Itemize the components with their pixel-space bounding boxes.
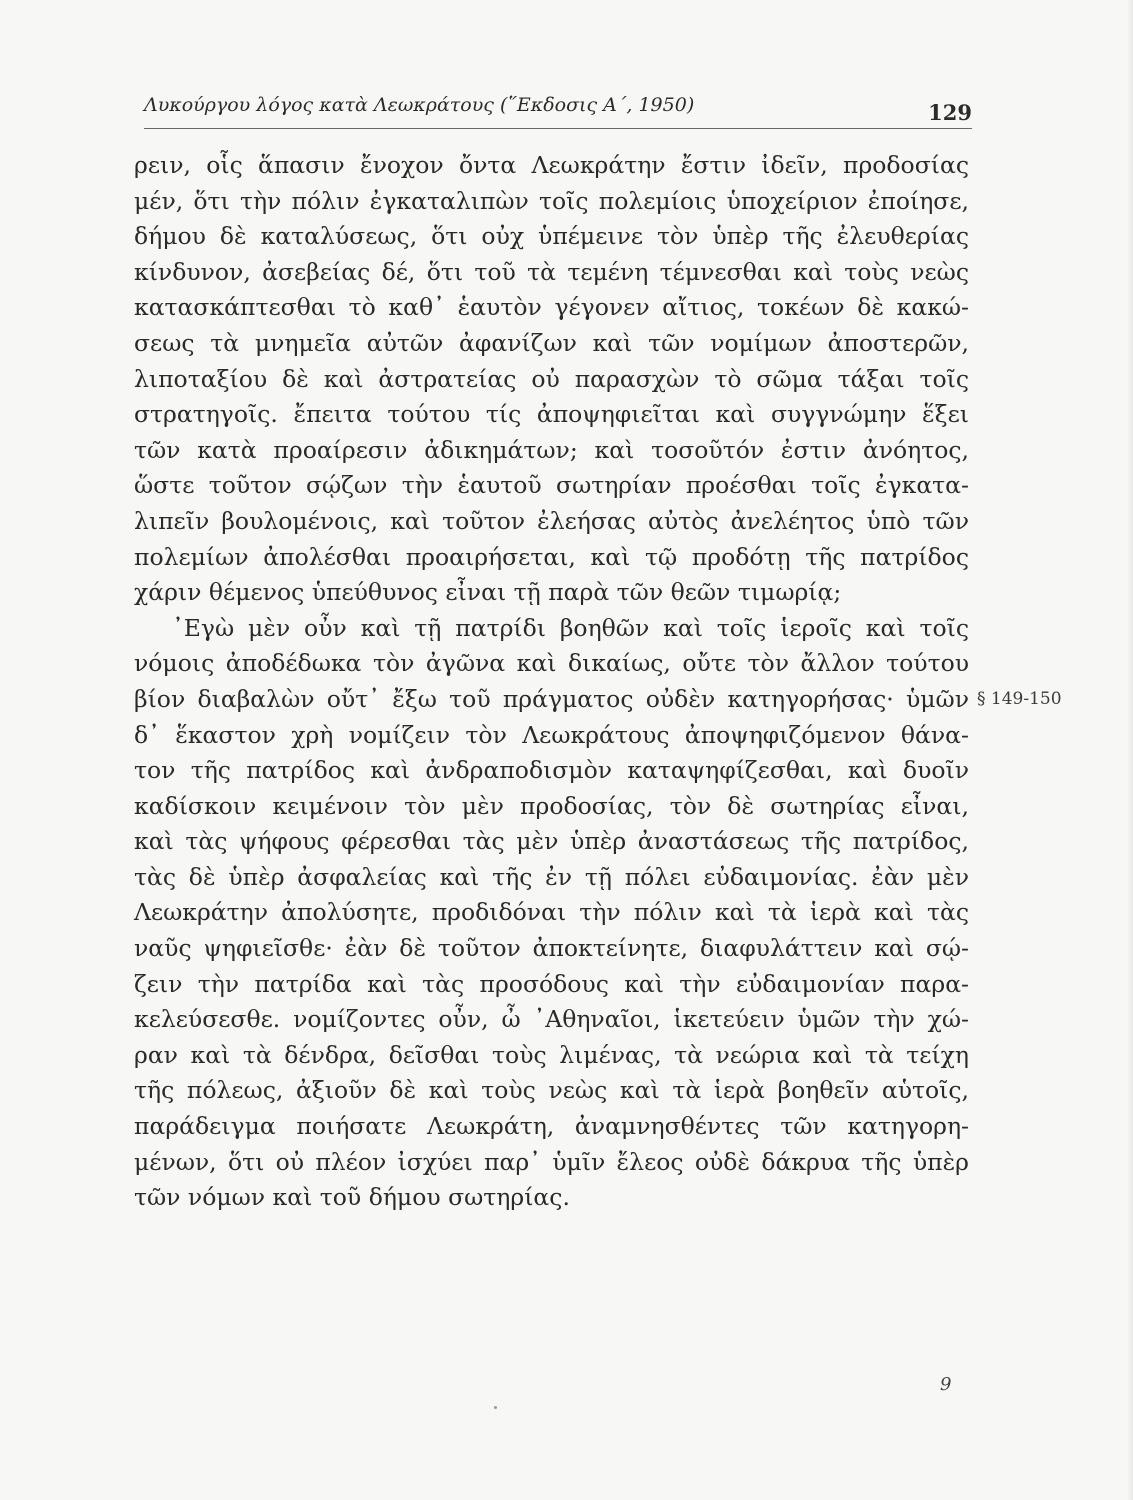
body-text: [134, 148, 969, 1216]
text-line: χάριν θέμενος ὑπεύθυνος εἶναι τῇ παρὰ τῶν θεῶν τιμωρίᾳ;: [134, 578, 842, 607]
text-line: καὶ τὰς ψήφους φέρεσθαι τὰς μὲν ὑπὲρ ἀναστάσεως τῆς πατρίδος,: [134, 827, 969, 856]
text-line: δ᾽ ἕκαστον χρὴ νομίζειν τὸν Λεωκράτους ἀποψηφιζόμενον θάνα-: [134, 720, 969, 749]
text-line: τὰς δὲ ὑπὲρ ἀσφαλείας καὶ τῆς ἐν τῇ πόλει εὐδαιμονίας. ἐὰν μὲν: [134, 862, 969, 891]
text-line: ραν καὶ τὰ δένδρα, δεῖσθαι τοὺς λιμένας, τὰ νεώρια καὶ τὰ τείχη: [134, 1040, 969, 1069]
header-rule: [144, 128, 972, 129]
text-line: τῶν κατὰ προαίρεσιν ἀδικημάτων; καὶ τοσοῦτόν ἐστιν ἀνόητος,: [134, 435, 969, 464]
text-line: βίον διαβαλὼν οὔτ᾽ ἔξω τοῦ πράγματος οὐδὲν κατηγορήσας· ὑμῶν: [134, 684, 969, 713]
text-line: μένων, ὅτι οὐ πλέον ἰσχύει παρ᾽ ὑμῖν ἔλεος οὐδὲ δάκρυα τῆς ὑπὲρ: [134, 1147, 969, 1176]
page-number: 129: [928, 100, 972, 125]
text-line: στρατηγοῖς. ἔπειτα τούτου τίς ἀποψηφιεῖται καὶ συγγνώμην ἕξει: [134, 400, 969, 429]
text-line: νόμοις ἀποδέδωκα τὸν ἀγῶνα καὶ δικαίως, οὔτε τὸν ἄλλον τούτου: [134, 649, 969, 678]
text-line: ναῦς ψηφιεῖσθε· ἐὰν δὲ τοῦτον ἀποκτείνητε, διαφυλάττειν καὶ σῴ-: [134, 934, 969, 963]
text-line: τῆς πόλεως, ἀξιοῦν δὲ καὶ τοὺς νεὼς καὶ τὰ ἱερὰ βοηθεῖν αὑτοῖς,: [134, 1076, 969, 1105]
text-line: λιπεῖν βουλομένοις, καὶ τοῦτον ἐλεήσας αὐτὸς ἀνελέητος ὑπὸ τῶν: [134, 506, 969, 535]
text-line: λιποταξίου δὲ καὶ ἀστρατείας οὐ παρασχὼν τὸ σῶμα τάξαι τοῖς: [134, 364, 969, 393]
text-line: μέν, ὅτι τὴν πόλιν ἐγκαταλιπὼν τοῖς πολεμίοις ὑποχείριον ἐποίησε,: [134, 186, 969, 215]
text-line: πολεμίων ἀπολέσθαι προαιρήσεται, καὶ τῷ προδότῃ τῆς πατρίδος: [134, 542, 969, 571]
text-line: καδίσκοιν κειμένοιν τὸν μὲν προδοσίας, τὸν δὲ σωτηρίας εἶναι,: [134, 791, 969, 820]
text-line: σεως τὰ μνημεῖα αὐτῶν ἀφανίζων καὶ τῶν νομίμων ἀποστερῶν,: [134, 328, 969, 357]
page-header: [144, 86, 972, 126]
signature-mark: 9: [940, 1374, 952, 1395]
text-line: κατασκάπτεσθαι τὸ καθ᾽ ἑαυτὸν γέγονεν αἴτιος, τοκέων δὲ κακώ-: [134, 293, 969, 322]
text-line: τῶν νόμων καὶ τοῦ δήμου σωτηρίας.: [134, 1183, 570, 1212]
text-line: κελεύσεσθε. νομίζοντες οὖν, ὦ ᾽Αθηναῖοι, ἱκετεύειν ὑμῶν τὴν χώ-: [134, 1005, 969, 1034]
text-line: ὥστε τοῦτον σῴζων τὴν ἑαυτοῦ σωτηρίαν προέσθαι τοῖς ἐγκατα-: [134, 471, 969, 500]
page-edge-shadow: [1127, 0, 1133, 1500]
text-line: Λεωκράτην ἀπολύσητε, προδιδόναι τὴν πόλιν καὶ τὰ ἱερὰ καὶ τὰς: [134, 898, 969, 927]
text-line: δήμου δὲ καταλύσεως, ὅτι οὐχ ὑπέμεινε τὸν ὑπὲρ τῆς ἐλευθερίας: [134, 222, 969, 251]
text-line: ᾽Εγὼ μὲν οὖν καὶ τῇ πατρίδι βοηθῶν καὶ τοῖς ἱεροῖς καὶ τοῖς: [172, 613, 969, 642]
text-line: κίνδυνον, ἀσεβείας δέ, ὅτι τοῦ τὰ τεμένη τέμνεσθαι καὶ τοὺς νεὼς: [134, 257, 969, 286]
text-line: ζειν τὴν πατρίδα καὶ τὰς προσόδους καὶ τὴν εὐδαιμονίαν παρα-: [134, 969, 969, 998]
text-line: τον τῆς πατρίδος καὶ ἀνδραποδισμὸν καταψηφίζεσθαι, καὶ δυοῖν: [134, 756, 969, 785]
paper-speck: [494, 1406, 497, 1409]
running-title: Λυκούργου λόγος κατὰ Λεωκράτους (῞Εκδοσις Α΄, 1950): [144, 94, 695, 116]
text-line: ρειν, οἷς ἅπασιν ἔνοχον ὄντα Λεωκράτην ἔστιν ἰδεῖν, προδοσίας: [134, 151, 969, 179]
section-margin-note: § 149-150: [977, 689, 1062, 709]
text-line: παράδειγμα ποιήσατε Λεωκράτη, ἀναμνησθέντες τῶν κατηγορη-: [134, 1112, 969, 1141]
